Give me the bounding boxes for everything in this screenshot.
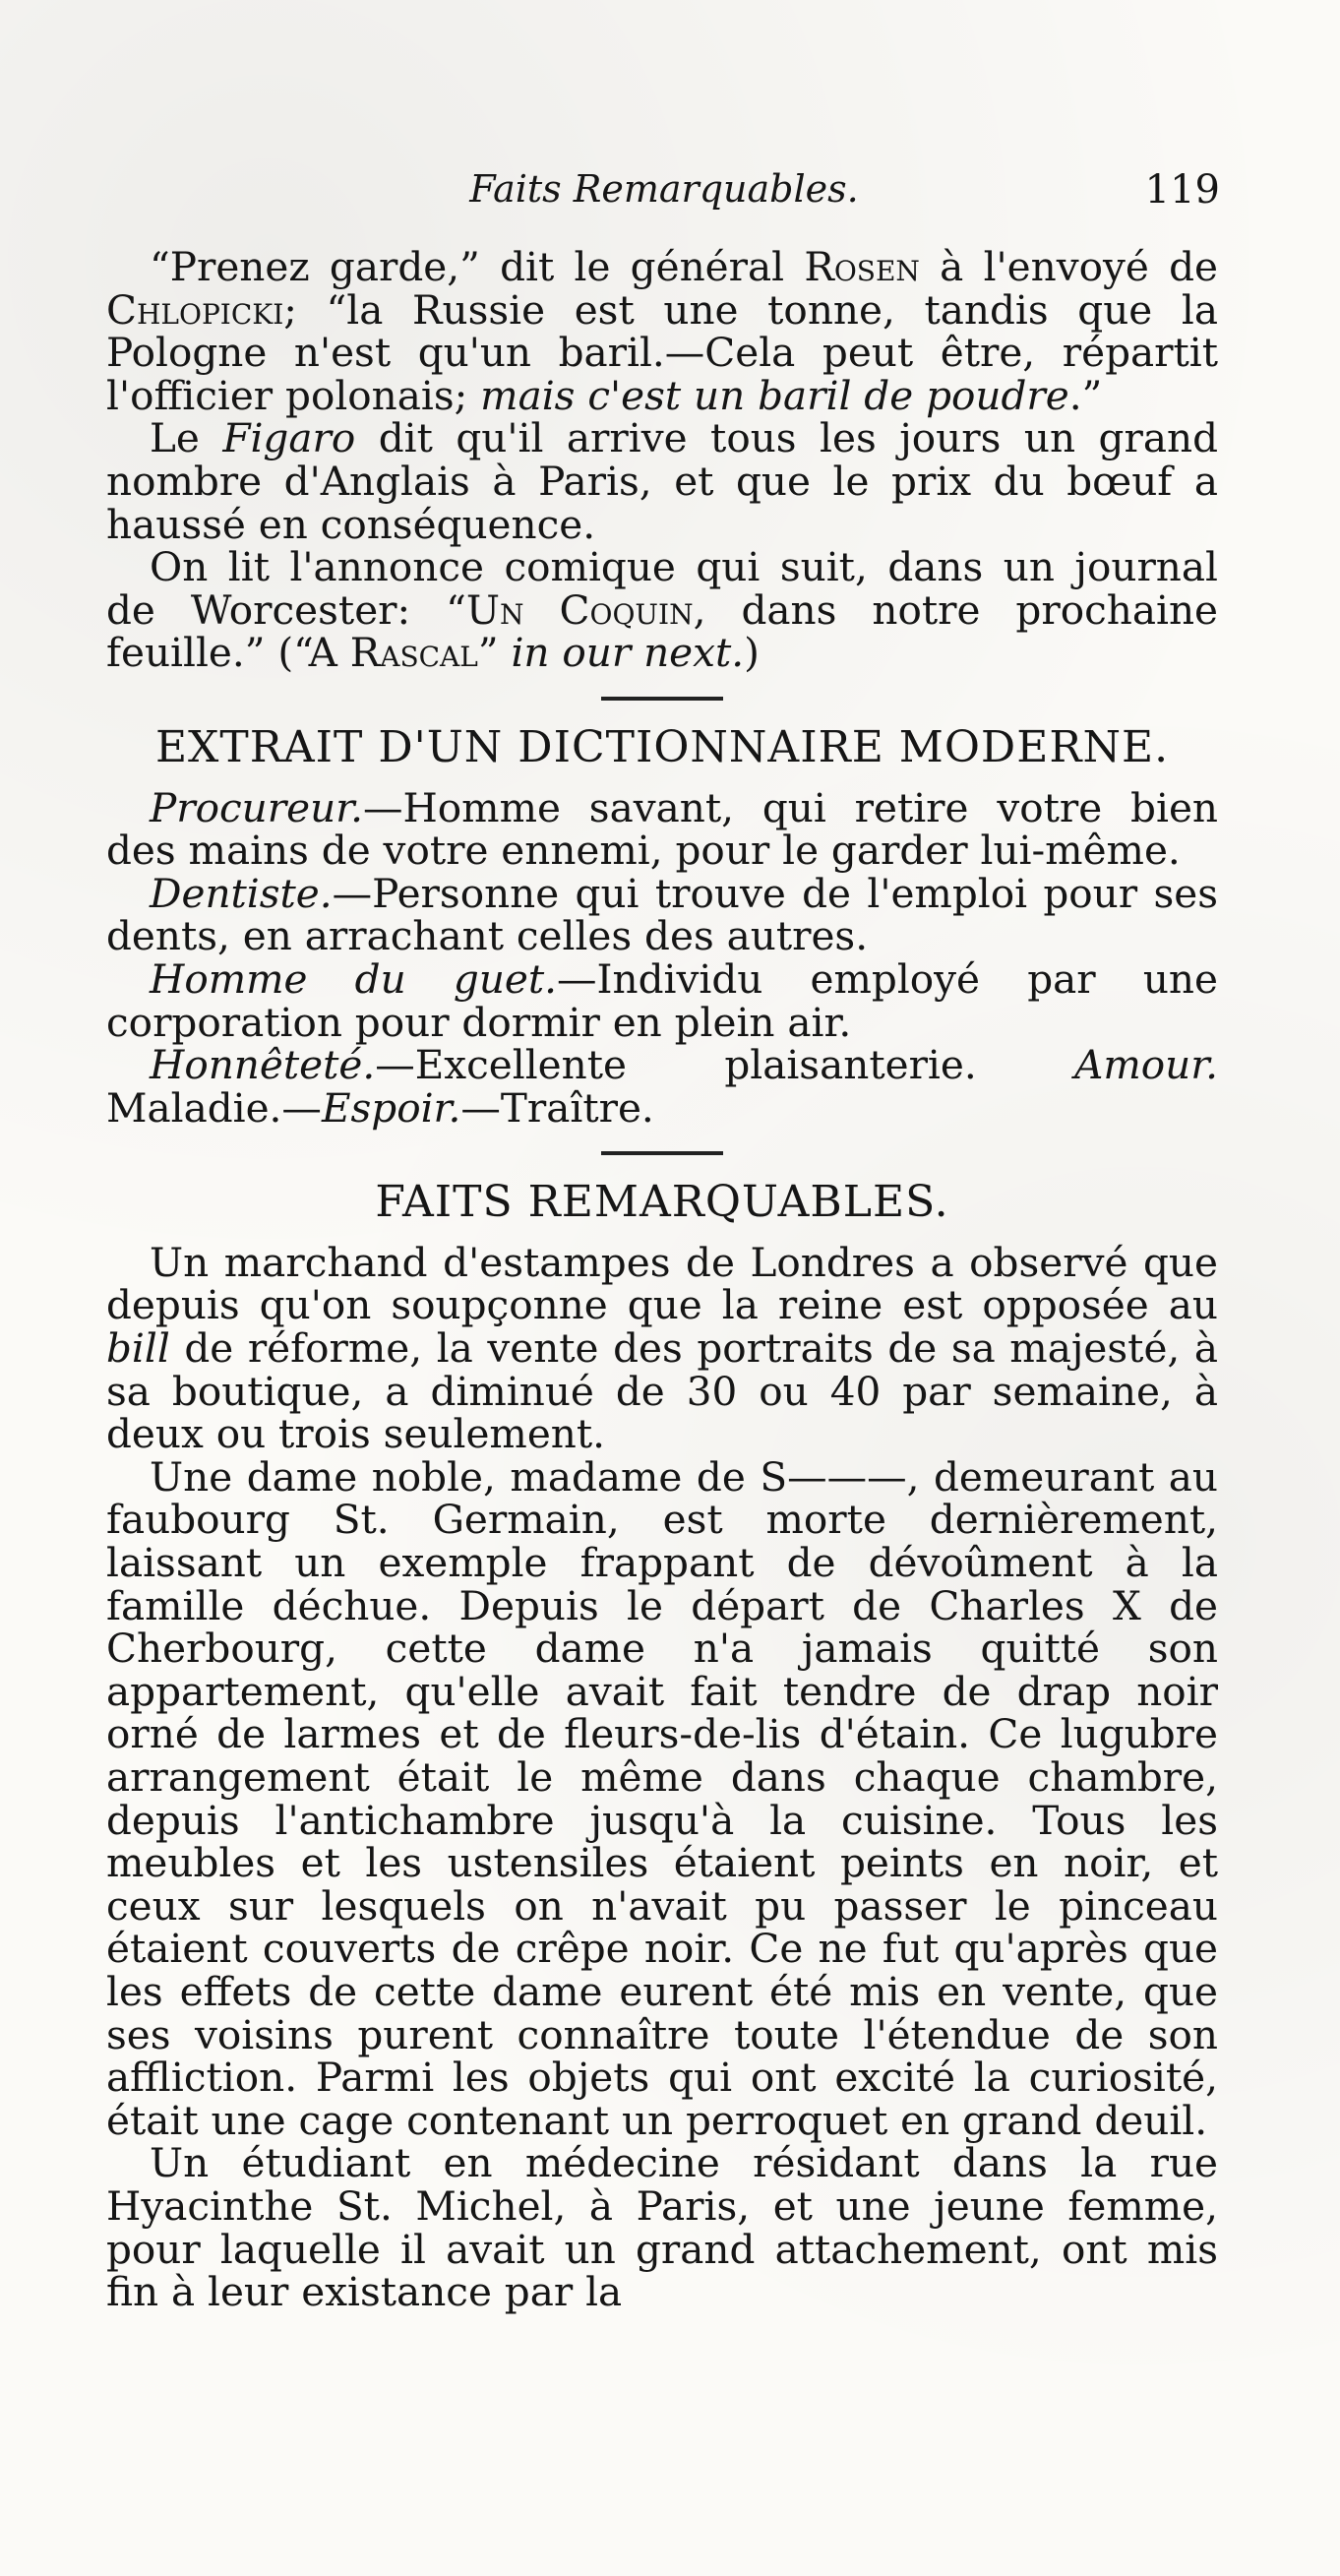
section-heading-faits: FAITS REMARQUABLES.: [375, 1177, 949, 1228]
italic-quote: mais c'est un baril de poudre: [480, 371, 1069, 419]
page-body: [106, 243, 1219, 2316]
paragraph-dame-noble: Une dame noble, madame de S———, demeurant au faubourg St. Germain, est morte dernièrement, laissant un exemple frappant de dévoûment à la famille déchue. Depuis le départ de Charles X de Cherbourg, cette dame n'a jamais quitté son appartement, qu'elle avait fait tendre de drap noir orné de larmes et de fleurs-de-lis d'étain. Ce lugubre arrangement était le même dans chaque chambre, depuis l'antichambre jusqu'à la cuisine. Tous les meubles et les ustensiles étaient peints en noir, et ceux sur lesquels on n'avait pu passer le pinceau étaient couverts de crêpe noir. Ce ne fut qu'après que les effets de cette dame eurent été mis en vente, que ses voisins purent connaître toute l'étendue de son affliction. Parmi les objets qui ont excité la curiosité, était une cage contenant un perroquet en grand deuil.: [106, 1452, 1218, 2144]
italic-bill: bill: [106, 1324, 170, 1373]
italic-figaro: Figaro: [222, 414, 356, 462]
italic-in-our-next: in our next.: [511, 629, 745, 677]
term-procureur: Procureur.: [150, 783, 363, 831]
name-rascal: Rascal: [349, 629, 478, 677]
name-rosen: Rosen: [804, 243, 920, 290]
paragraph-marchand-estampes: Un marchand d'estampes de Londres a observé que depuis qu'on soupçonne que la reine est opposée au bill de réforme, la vente des portraits de sa majesté, à sa boutique, a diminué de 30 ou 40 par semaine, à deux ou trois seulement.: [106, 1238, 1218, 1458]
term-homme-du-guet: Homme du guet.: [150, 954, 558, 1003]
term-honnetete: Honnêteté.: [150, 1041, 376, 1089]
paragraph-worcester: On lit l'annonce comique qui suit, dans un journal de Worcester: “Un Coquin, dans notre prochaine feuille.” (“A Rascal” in our next.): [106, 543, 1219, 677]
definition-procureur: Procureur.—Homme savant, qui retire votre bien des mains de votre ennemi, pour le garder lui-même.: [106, 783, 1218, 875]
paragraph-figaro: Le Figaro dit qu'il arrive tous les jours un grand nombre d'Anglais à Paris, et que le prix du bœuf a haussé en conséquence.: [106, 414, 1218, 548]
term-espoir: Espoir.: [321, 1083, 461, 1132]
term-amour: Amour.: [1074, 1041, 1218, 1089]
name-chlopicki: Chlopicki: [106, 285, 284, 334]
paragraph-rosen-anecdote: “Prenez garde,” dit le général Rosen à l'envoyé de Chlopicki; “la Russie est une tonne, tandis que la Pologne n'est qu'un baril.—Cela peut être, répartit l'officier polonais; mais c'est un baril de poudre.”: [106, 243, 1218, 419]
name-un-coquin: Un Coquin: [465, 585, 694, 634]
definition-dentiste: Dentiste.—Personne qui trouve de l'emploi pour ses dents, en arrachant celles des autres.: [106, 869, 1218, 960]
page-number: 119: [1144, 167, 1220, 213]
definition-honnetete: Honnêteté.—Excellente plaisanterie. Amour. Maladie.—Espoir.—Traître.: [106, 1041, 1218, 1132]
section-divider: [601, 697, 723, 701]
definition-homme-du-guet: Homme du guet.—Individu employé par une corporation pour dormir en plein air.: [106, 954, 1218, 1046]
page-header: [108, 167, 1220, 226]
section-divider: [601, 1151, 723, 1155]
term-dentiste: Dentiste.: [150, 869, 333, 917]
running-title: Faits Remarquables.: [469, 167, 859, 211]
section-heading-dictionnaire: EXTRAIT D'UN DICTIONNAIRE MODERNE.: [154, 721, 1170, 772]
paragraph-etudiant-medecine: Un étudiant en médecine résidant dans la rue Hyacinthe St. Michel, à Paris, et une jeune femme, pour laquelle il avait un grand attachement, ont mis fin à leur existance par la: [106, 2139, 1218, 2316]
